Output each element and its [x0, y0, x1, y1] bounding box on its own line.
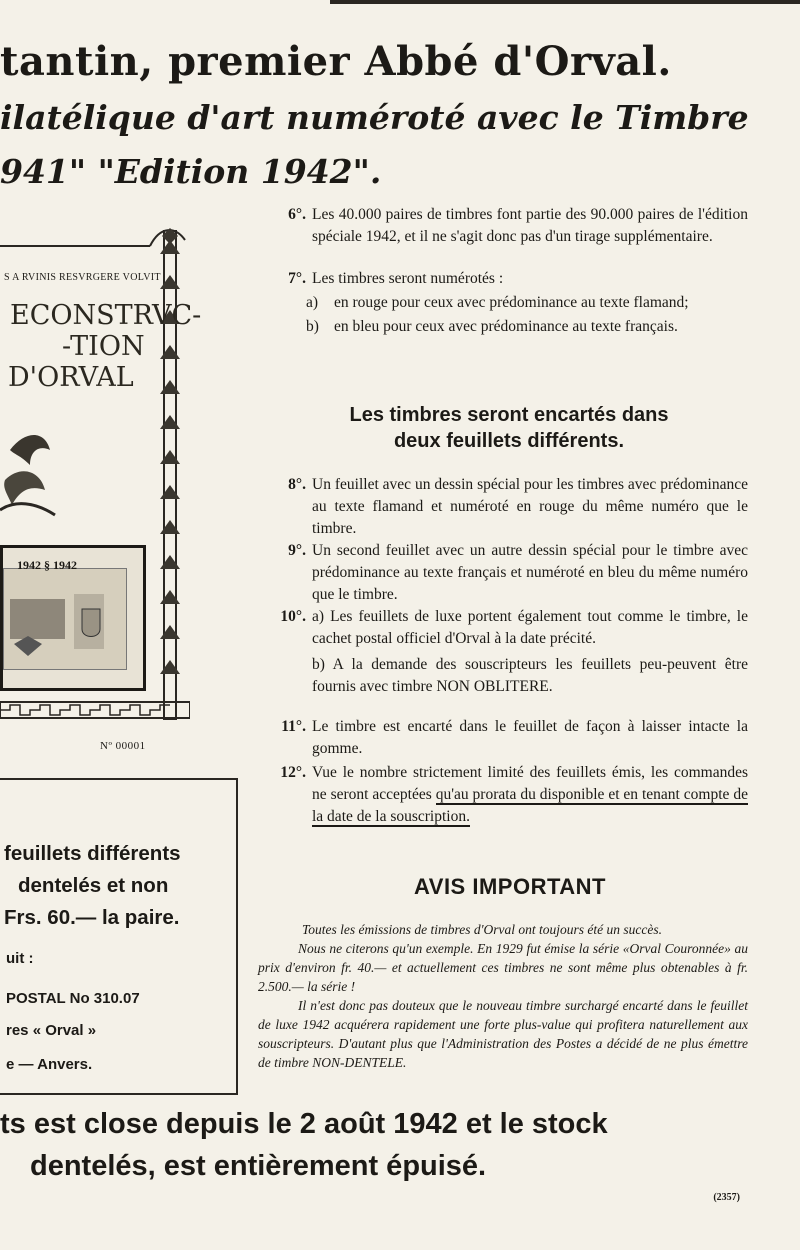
- item-11: [270, 716, 748, 760]
- sheet-motto: S A RVINIS RESVRGERE VOLVIT: [4, 272, 161, 283]
- box-line-5: POSTAL No 310.07: [6, 990, 140, 1007]
- sheet-title: [6, 300, 201, 393]
- item-9: [270, 540, 748, 606]
- item-7: [270, 268, 748, 338]
- closing-line-2: dentelés, est entièrement épuisé.: [30, 1150, 487, 1182]
- headline-line-1: tantin, premier Abbé d'Orval.: [0, 38, 672, 85]
- stamp-panel: [0, 545, 146, 691]
- box-line-7: e — Anvers.: [6, 1056, 93, 1073]
- sheet-title-line-3: D'ORVAL: [8, 362, 134, 393]
- item-8: [270, 474, 748, 540]
- encartes-heading-line-2: deux feuillets différents.: [393, 430, 625, 452]
- encartes-heading-line-1: Les timbres seront encartés dans: [349, 404, 669, 426]
- box-line-6: res « Orval »: [6, 1022, 97, 1039]
- box-line-4: uit :: [6, 950, 34, 967]
- item-11-text: Le timbre est encarté dans le feuillet de façon à laisser intacte la gomme.: [312, 718, 748, 757]
- item-12-number: 12°.: [280, 764, 306, 781]
- item-6-text: Les 40.000 paires de timbres font partie des 90.000 paires de l'édition spéciale 1942, et il ne s'agit donc pas d'un tirage supplémentaire.: [312, 206, 748, 245]
- item-7-number: 7°.: [288, 270, 306, 287]
- item-7b-text: en bleu pour ceux avec prédominance au texte français.: [334, 318, 678, 335]
- box-line-1: feuillets différents: [4, 842, 181, 865]
- stamp-image: [3, 568, 127, 670]
- avis-paragraph-2: Nous ne citerons qu'un exemple. En 1929 fut émise la série «Orval Couronnée» au prix d'environ fr. 40.— et actuellement ces timbres ne sont même plus obtenables à fr. 2.500.— la série !: [258, 941, 748, 994]
- closing-line-1: ts est close depuis le 2 août 1942 et le stock: [0, 1108, 608, 1140]
- box-line-3: Frs. 60.— la paire.: [4, 906, 180, 929]
- item-11-number: 11°.: [281, 718, 306, 735]
- footer-code: (2357): [713, 1192, 740, 1203]
- item-8-number: 8°.: [288, 476, 306, 493]
- sheet-title-line-2: -TION: [62, 331, 145, 362]
- item-7-text: Les timbres seront numérotés :: [312, 270, 504, 287]
- item-10b-text: b) A la demande des souscripteurs les feuillets peu-peuvent être fournis avec timbre NON OBLITERE.: [312, 656, 748, 695]
- item-9-text: Un second feuillet avec un autre dessin spécial pour le timbre avec prédominance au texte français et numéroté en bleu du même numéro que le timbre.: [312, 542, 748, 603]
- order-box: [0, 778, 238, 1095]
- top-ornament-icon: [0, 222, 200, 252]
- greek-key-border-icon: [0, 700, 190, 720]
- page-top-edge: [330, 0, 800, 4]
- headline-line-3: 941" "Edition 1942".: [0, 152, 382, 191]
- item-12: [270, 762, 748, 828]
- stamp-date: 1942 § 1942: [17, 558, 77, 572]
- sheet-title-line-1: ECONSTRVC-: [10, 300, 202, 331]
- item-10: [270, 606, 748, 698]
- item-8-text: Un feuillet avec un dessin spécial pour les timbres avec prédominance au texte flamand et numéroté en rouge du même numéro que le timbre.: [312, 476, 748, 537]
- item-7a-text: en rouge pour ceux avec prédominance au texte flamand;: [334, 294, 689, 311]
- avis-body: [258, 920, 748, 1072]
- box-line-2: dentelés et non: [18, 874, 169, 897]
- avis-paragraph-3: Il n'est donc pas douteux que le nouveau timbre surchargé encarté dans le feuillet de luxe 1942 acquérera rapidement une forte plus-value qui profitera naturellement aux souscripteurs. D'autant plus que l'Administration des Postes a décidé de ne plus émettre de timbre NON-DENTELE.: [258, 998, 748, 1070]
- item-7a-label: a): [306, 294, 319, 311]
- headline-line-2: ilatélique d'art numéroté avec le Timbre: [0, 98, 749, 137]
- avis-title: AVIS IMPORTANT: [414, 874, 606, 899]
- sheet-number: Nº 00001: [100, 740, 146, 752]
- item-7b-label: b): [306, 318, 319, 335]
- fleur-ornament-icon: [0, 430, 60, 520]
- item-6-number: 6°.: [288, 206, 306, 223]
- stamp-illustration-icon: [4, 569, 126, 669]
- encartes-heading: [270, 402, 748, 454]
- item-6: [270, 204, 748, 248]
- item-9-number: 9°.: [288, 542, 306, 559]
- item-10-number: 10°.: [280, 608, 306, 625]
- item-12-underlined: qu'au prorata du disponible et en tenant compte de la date de la souscription.: [312, 786, 748, 825]
- avis-paragraph-1: Toutes les émissions de timbres d'Orval ont toujours été un succès.: [302, 922, 662, 937]
- item-10-text: a) Les feuillets de luxe portent également tout comme le timbre, le cachet postal officiel d'Orval à la date précité.: [312, 608, 748, 647]
- item-12-text: Vue le nombre strictement limité des feuillets émis, les commandes ne seront acceptées: [312, 764, 748, 803]
